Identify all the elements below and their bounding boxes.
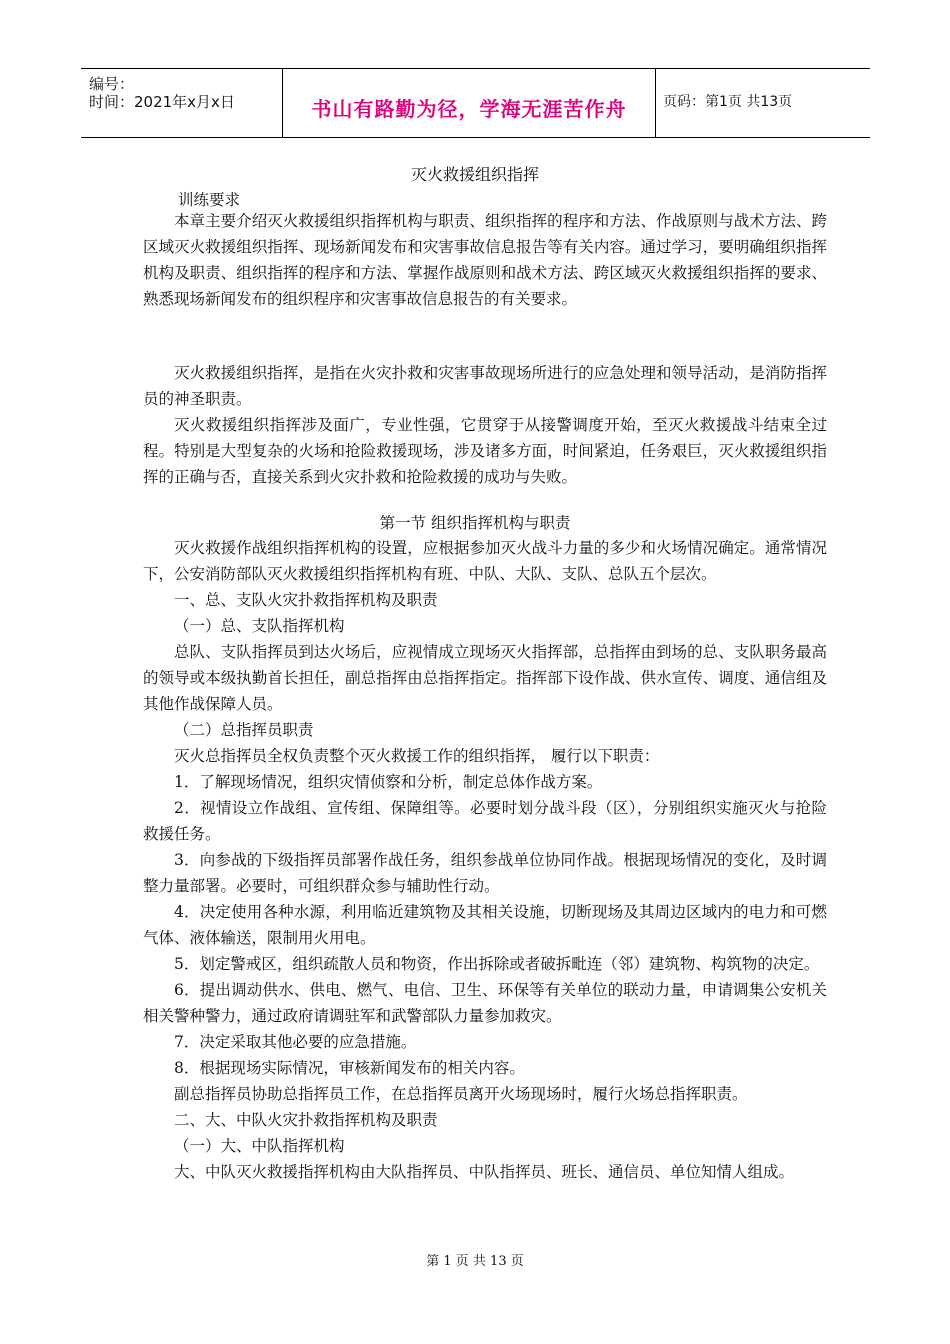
paragraph: 2．视情设立作战组、宣传组、保障组等。必要时划分战斗段（区），分别组织实施灭火与抢险救援任务。: [143, 799, 827, 843]
header-meta-cell: [81, 69, 281, 137]
header-motto-cell: [282, 69, 656, 137]
paragraph: 灭火总指挥员全权负责整个灭火救援工作的组织指挥， 履行以下职责：: [174, 747, 660, 765]
paragraph: 灭火救援组织指挥涉及面广，专业性强，它贯穿于从接警调度开始，至灭火救援战斗结束全过程。特别是大型复杂的火场和抢险救援现场，涉及诸多方面，时间紧迫，任务艰巨，灭火救援组织指挥的正确与否，直接关系到火灾扑救和抢险救援的成功与失败。: [143, 416, 827, 486]
paragraph: 副总指挥员协助总指挥员工作，在总指挥员离开火场现场时，履行火场总指挥职责。: [174, 1085, 748, 1103]
page-info: 页码：第1页 共13页: [663, 94, 793, 110]
section-title: 第一节 组织指挥机构与职责: [379, 514, 571, 532]
motto-text: 书山有路勤为径，学海无涯苦作舟: [311, 97, 627, 121]
paragraph: 1．了解现场情况，组织灾情侦察和分析，制定总体作战方案。: [174, 773, 603, 791]
paragraph: 3．向参战的下级指挥员部署作战任务，组织参战单位协同作战。根据现场情况的变化，及时调整力量部署。必要时，可组织群众参与辅助性行动。: [143, 851, 827, 895]
paragraph: 大、中队灭火救援指挥机构由大队指挥员、中队指挥员、班长、通信员、单位知情人组成。: [174, 1163, 795, 1181]
paragraph: 6．提出调动供水、供电、燃气、电信、卫生、环保等有关单位的联动力量，申请调集公安机关相关警种警力，通过政府请调驻军和武警部队力量参加救灾。: [143, 981, 827, 1025]
document-title: 灭火救援组织指挥: [410, 165, 539, 184]
paragraph: （一）大、中队指挥机构: [174, 1137, 345, 1155]
section-body: [143, 535, 827, 1185]
intro-block: [143, 208, 827, 312]
paragraph: 二、大、中队火灾扑救指挥机构及职责: [174, 1111, 438, 1129]
number-label: 编号：: [89, 75, 135, 93]
overview-block: [143, 360, 827, 490]
paragraph: 5．划定警戒区，组织疏散人员和物资，作出拆除或者破拆毗连（邻）建筑物、构筑物的决定。: [174, 955, 820, 973]
paragraph: （二）总指挥员职责: [174, 721, 314, 739]
paragraph: 7．决定采取其他必要的应急措施。: [174, 1033, 417, 1051]
training-heading: 训练要求: [178, 191, 241, 209]
paragraph: 灭火救援作战组织指挥机构的设置，应根据参加灭火战斗力量的多少和火场情况确定。通常情况下，公安消防部队灭火救援组织指挥机构有班、中队、大队、支队、总队五个层次。: [143, 539, 827, 583]
time-label: 时间：2021年x月x日: [89, 93, 235, 111]
paragraph: 本章主要介绍灭火救援组织指挥机构与职责、组织指挥的程序和方法、作战原则与战术方法、跨区域灭火救援组织指挥、现场新闻发布和灾害事故信息报告等有关内容。通过学习，要明确组织指挥机构及职责、组织指挥的程序和方法、掌握作战原则和战术方法、跨区域灭火救援组织指挥的要求、熟悉现场新闻发布的组织程序和灾害事故信息报告的有关要求。: [143, 212, 827, 308]
paragraph: （一）总、支队指挥机构: [174, 617, 345, 635]
paragraph: 8．根据现场实际情况，审核新闻发布的相关内容。: [174, 1059, 525, 1077]
page-footer: 第 1 页 共 13 页: [426, 1254, 524, 1269]
paragraph: 4．决定使用各种水源，利用临近建筑物及其相关设施，切断现场及其周边区域内的电力和可燃气体、液体输送，限制用火用电。: [143, 903, 827, 947]
paragraph: 一、总、支队火灾扑救指挥机构及职责: [174, 591, 438, 609]
header-table: [81, 68, 870, 138]
paragraph: 总队、支队指挥员到达火场后，应视情成立现场灭火指挥部，总指挥由到场的总、支队职务最高的领导或本级执勤首长担任，副总指挥由总指挥指定。指挥部下设作战、供水宣传、调度、通信组及其他作战保障人员。: [143, 643, 827, 713]
paragraph: 灭火救援组织指挥，是指在火灾扑救和灾害事故现场所进行的应急处理和领导活动，是消防指挥员的神圣职责。: [143, 364, 827, 408]
